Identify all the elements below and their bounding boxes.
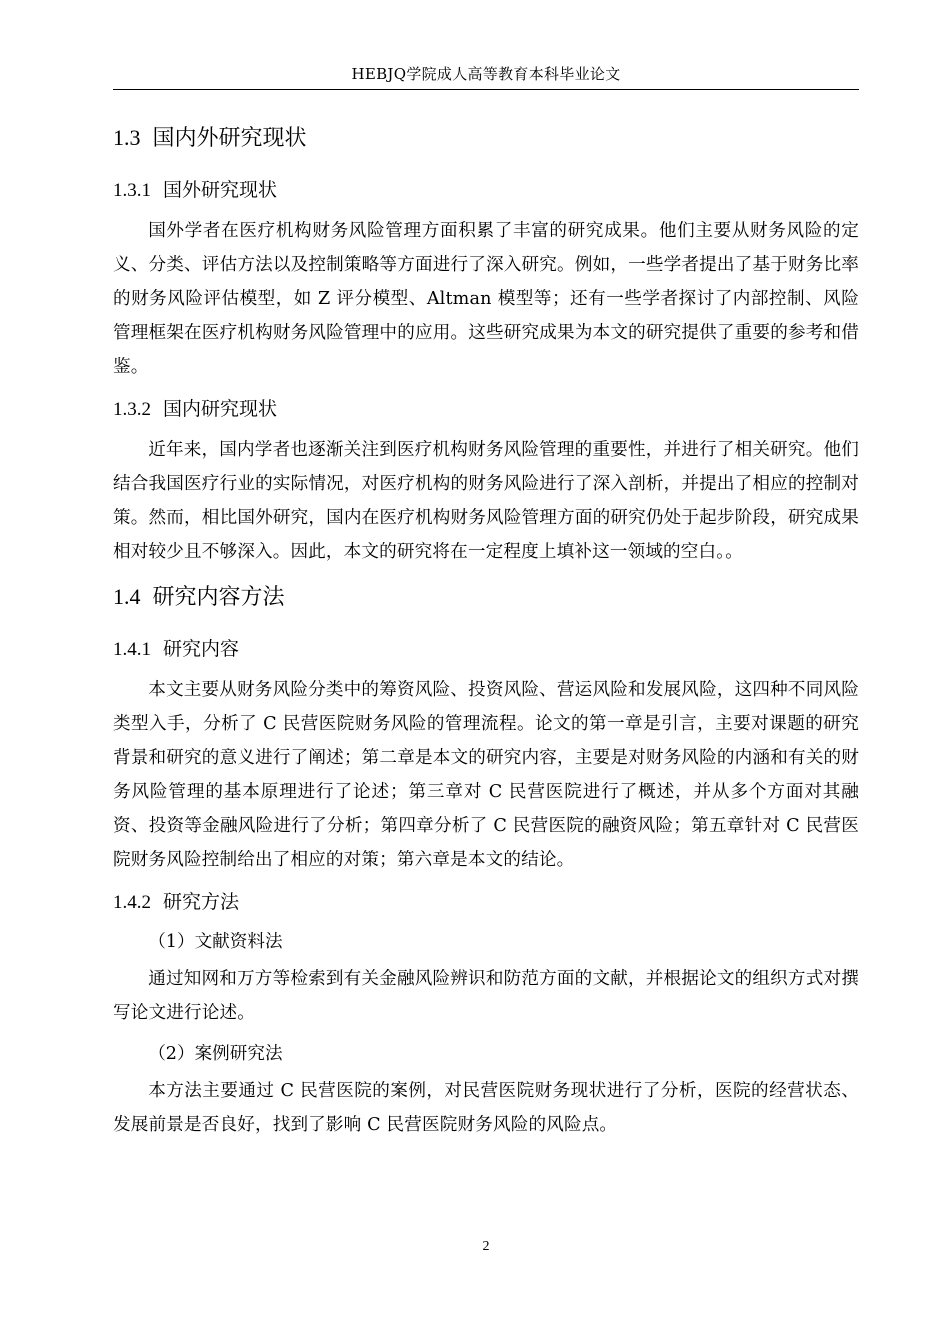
page-content [113, 118, 859, 1150]
subsection-heading-1-4-1 [113, 632, 859, 667]
section-heading-1-4 [113, 577, 859, 618]
subsection-number: 1.4.2 [113, 892, 151, 913]
section-heading-1-3 [113, 118, 859, 159]
method-label-case-study: （2）案例研究法 [148, 1044, 283, 1064]
subsection-title: 国内研究现状 [163, 398, 278, 420]
section-title: 国内外研究现状 [152, 126, 307, 151]
subsection-heading-1-3-1 [113, 173, 859, 208]
subsection-title: 研究内容 [163, 638, 240, 660]
subsection-heading-1-4-2 [113, 885, 859, 920]
subsection-number: 1.3.2 [113, 399, 151, 420]
page-number: 2 [482, 1239, 490, 1254]
section-title: 研究内容方法 [152, 585, 285, 610]
subsection-number: 1.3.1 [113, 180, 151, 201]
subsection-number: 1.4.1 [113, 639, 151, 660]
header-rule [113, 89, 859, 90]
paragraph-domestic-research: 近年来，国内学者也逐渐关注到医疗机构财务风险管理的重要性，并进行了相关研究。他们结合我国医疗行业的实际情况，对医疗机构的财务风险进行了深入剖析，并提出了相应的控制对策。然而，相比国外研究，国内在医疗机构财务风险管理方面的研究仍处于起步阶段，研究成果相对较少且不够深入。因此，本文的研究将在一定程度上填补这一领域的空白。。 [113, 440, 859, 562]
method-label-literature: （1）文献资料法 [148, 932, 283, 952]
subsection-title: 国外研究现状 [163, 179, 278, 201]
paragraph-research-content: 本文主要从财务风险分类中的筹资风险、投资风险、营运风险和发展风险，这四种不同风险类型入手，分析了 C 民营医院财务风险的管理流程。论文的第一章是引言，主要对课题的研究背景和研究的意义进行了阐述；第二章是本文的研究内容，主要是对财务风险的内涵和有关的财务风险管理的基本原理进行了论述；第三章对 C 民营医院进行了概述，并从多个方面对其融资、投资等金融风险进行了分析；第四章分析了 C 民营医院的融资风险；第五章针对 C 民营医院财务风险控制给出了相应的对策；第六章是本文的结论。 [113, 680, 859, 870]
subsection-heading-1-3-2 [113, 392, 859, 427]
section-number: 1.3 [113, 125, 141, 150]
paragraph-literature-method: 通过知网和万方等检索到有关金融风险辨识和防范方面的文献，并根据论文的组织方式对撰写论文进行论述。 [113, 969, 859, 1023]
paragraph-case-study-method: 本方法主要通过 C 民营医院的案例，对民营医院财务现状进行了分析，医院的经营状态、发展前景是否良好，找到了影响 C 民营医院财务风险的风险点。 [113, 1081, 859, 1135]
running-header: HEBJQ学院成人高等教育本科毕业论文 [351, 65, 621, 83]
section-number: 1.4 [113, 584, 141, 609]
subsection-title: 研究方法 [163, 891, 240, 913]
paragraph-foreign-research: 国外学者在医疗机构财务风险管理方面积累了丰富的研究成果。他们主要从财务风险的定义、分类、评估方法以及控制策略等方面进行了深入研究。例如，一些学者提出了基于财务比率的财务风险评估模型，如 Z 评分模型、Altman 模型等；还有一些学者探讨了内部控制、风险管理框架在医疗机构财务风险管理中的应用。这些研究成果为本文的研究提供了重要的参考和借鉴。 [113, 221, 859, 377]
